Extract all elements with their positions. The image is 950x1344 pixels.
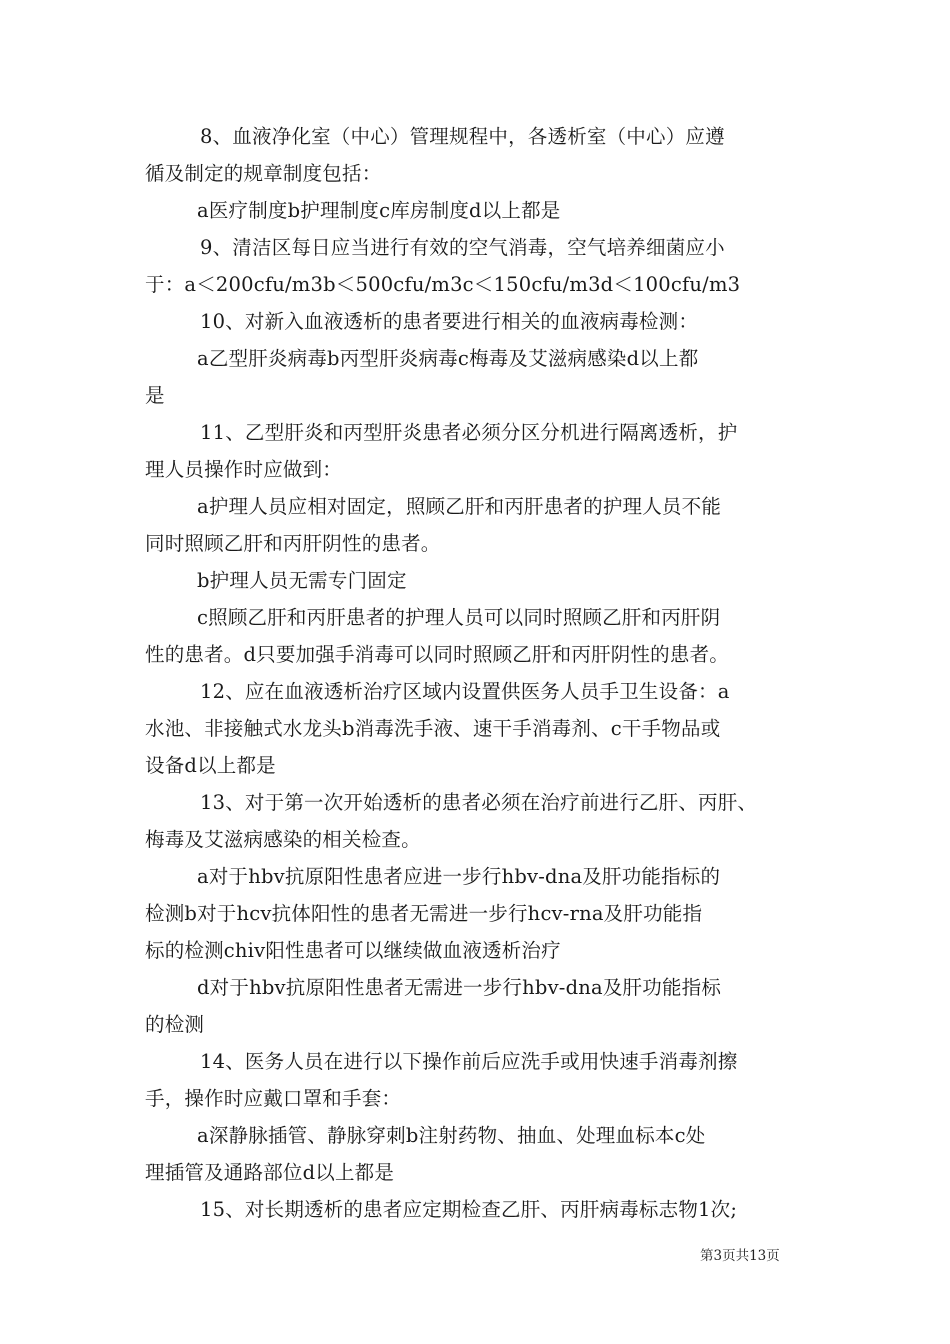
question-13-line-1: 13、对于第一次开始透析的患者必须在治疗前进行乙肝、丙肝、 bbox=[200, 791, 758, 814]
question-11-option-b: b护理人员无需专门固定 bbox=[197, 569, 407, 592]
question-13-options-line-2: 检测b对于hcv抗体阳性的患者无需进一步行hcv-rna及肝功能指 bbox=[145, 902, 703, 925]
question-14-line-1: 14、医务人员在进行以下操作前后应洗手或用快速手消毒剂擦 bbox=[200, 1050, 738, 1073]
question-8-options: a医疗制度b护理制度c库房制度d以上都是 bbox=[197, 199, 561, 222]
question-14-options-line-2: 理插管及通路部位d以上都是 bbox=[145, 1161, 395, 1184]
question-8-line-1: 8、血液净化室（中心）管理规程中，各透析室（中心）应遵 bbox=[200, 125, 725, 148]
question-15-line-1: 15、对长期透析的患者应定期检查乙肝、丙肝病毒标志物1次; bbox=[200, 1198, 738, 1221]
question-14-options-line-1: a深静脉插管、静脉穿刺b注射药物、抽血、处理血标本c处 bbox=[197, 1124, 706, 1147]
question-10-line-1: 10、对新入血液透析的患者要进行相关的血液病毒检测： bbox=[200, 310, 699, 333]
question-12-line-3: 设备d以上都是 bbox=[145, 754, 276, 777]
question-11-line-2: 理人员操作时应做到： bbox=[145, 458, 343, 481]
question-12-line-1: 12、应在血液透析治疗区域内设置供医务人员手卫生设备：a bbox=[200, 680, 730, 703]
question-14-line-2: 手，操作时应戴口罩和手套： bbox=[145, 1087, 402, 1110]
question-10-options-line-2: 是 bbox=[145, 384, 165, 407]
page-number: 第3页共13页 bbox=[700, 1248, 780, 1264]
question-10-options-line-1: a乙型肝炎病毒b丙型肝炎病毒c梅毒及艾滋病感染d以上都 bbox=[197, 347, 699, 370]
question-8-line-2: 循及制定的规章制度包括： bbox=[145, 162, 382, 185]
question-13-option-d-line-2: 的检测 bbox=[145, 1013, 205, 1036]
question-11-option-a-line-2: 同时照顾乙肝和丙肝阴性的患者。 bbox=[145, 532, 441, 555]
question-11-option-c-line-1: c照顾乙肝和丙肝患者的护理人员可以同时照顾乙肝和丙肝阴 bbox=[197, 606, 721, 629]
question-11-line-1: 11、乙型肝炎和丙型肝炎患者必须分区分机进行隔离透析，护 bbox=[200, 421, 738, 444]
question-9-line-1: 9、清洁区每日应当进行有效的空气消毒，空气培养细菌应小 bbox=[200, 236, 725, 259]
question-13-option-d-line-1: d对于hbv抗原阳性患者无需进一步行hbv-dna及肝功能指标 bbox=[197, 976, 722, 999]
document-body bbox=[145, 118, 810, 1228]
question-9-line-2: 于：a＜200cfu/m3b＜500cfu/m3c＜150cfu/m3d＜100cfu/m3 bbox=[145, 273, 741, 296]
question-12-line-2: 水池、非接触式水龙头b消毒洗手液、速干手消毒剂、c干手物品或 bbox=[145, 717, 721, 740]
question-13-options-line-3: 标的检测chiv阳性患者可以继续做血液透析治疗 bbox=[145, 939, 561, 962]
question-13-options-line-1: a对于hbv抗原阳性患者应进一步行hbv-dna及肝功能指标的 bbox=[197, 865, 721, 888]
question-11-option-a-line-1: a护理人员应相对固定，照顾乙肝和丙肝患者的护理人员不能 bbox=[197, 495, 722, 518]
question-11-option-c-line-2: 性的患者。d只要加强手消毒可以同时照顾乙肝和丙肝阴性的患者。 bbox=[145, 643, 729, 666]
question-13-line-2: 梅毒及艾滋病感染的相关检查。 bbox=[145, 828, 421, 851]
